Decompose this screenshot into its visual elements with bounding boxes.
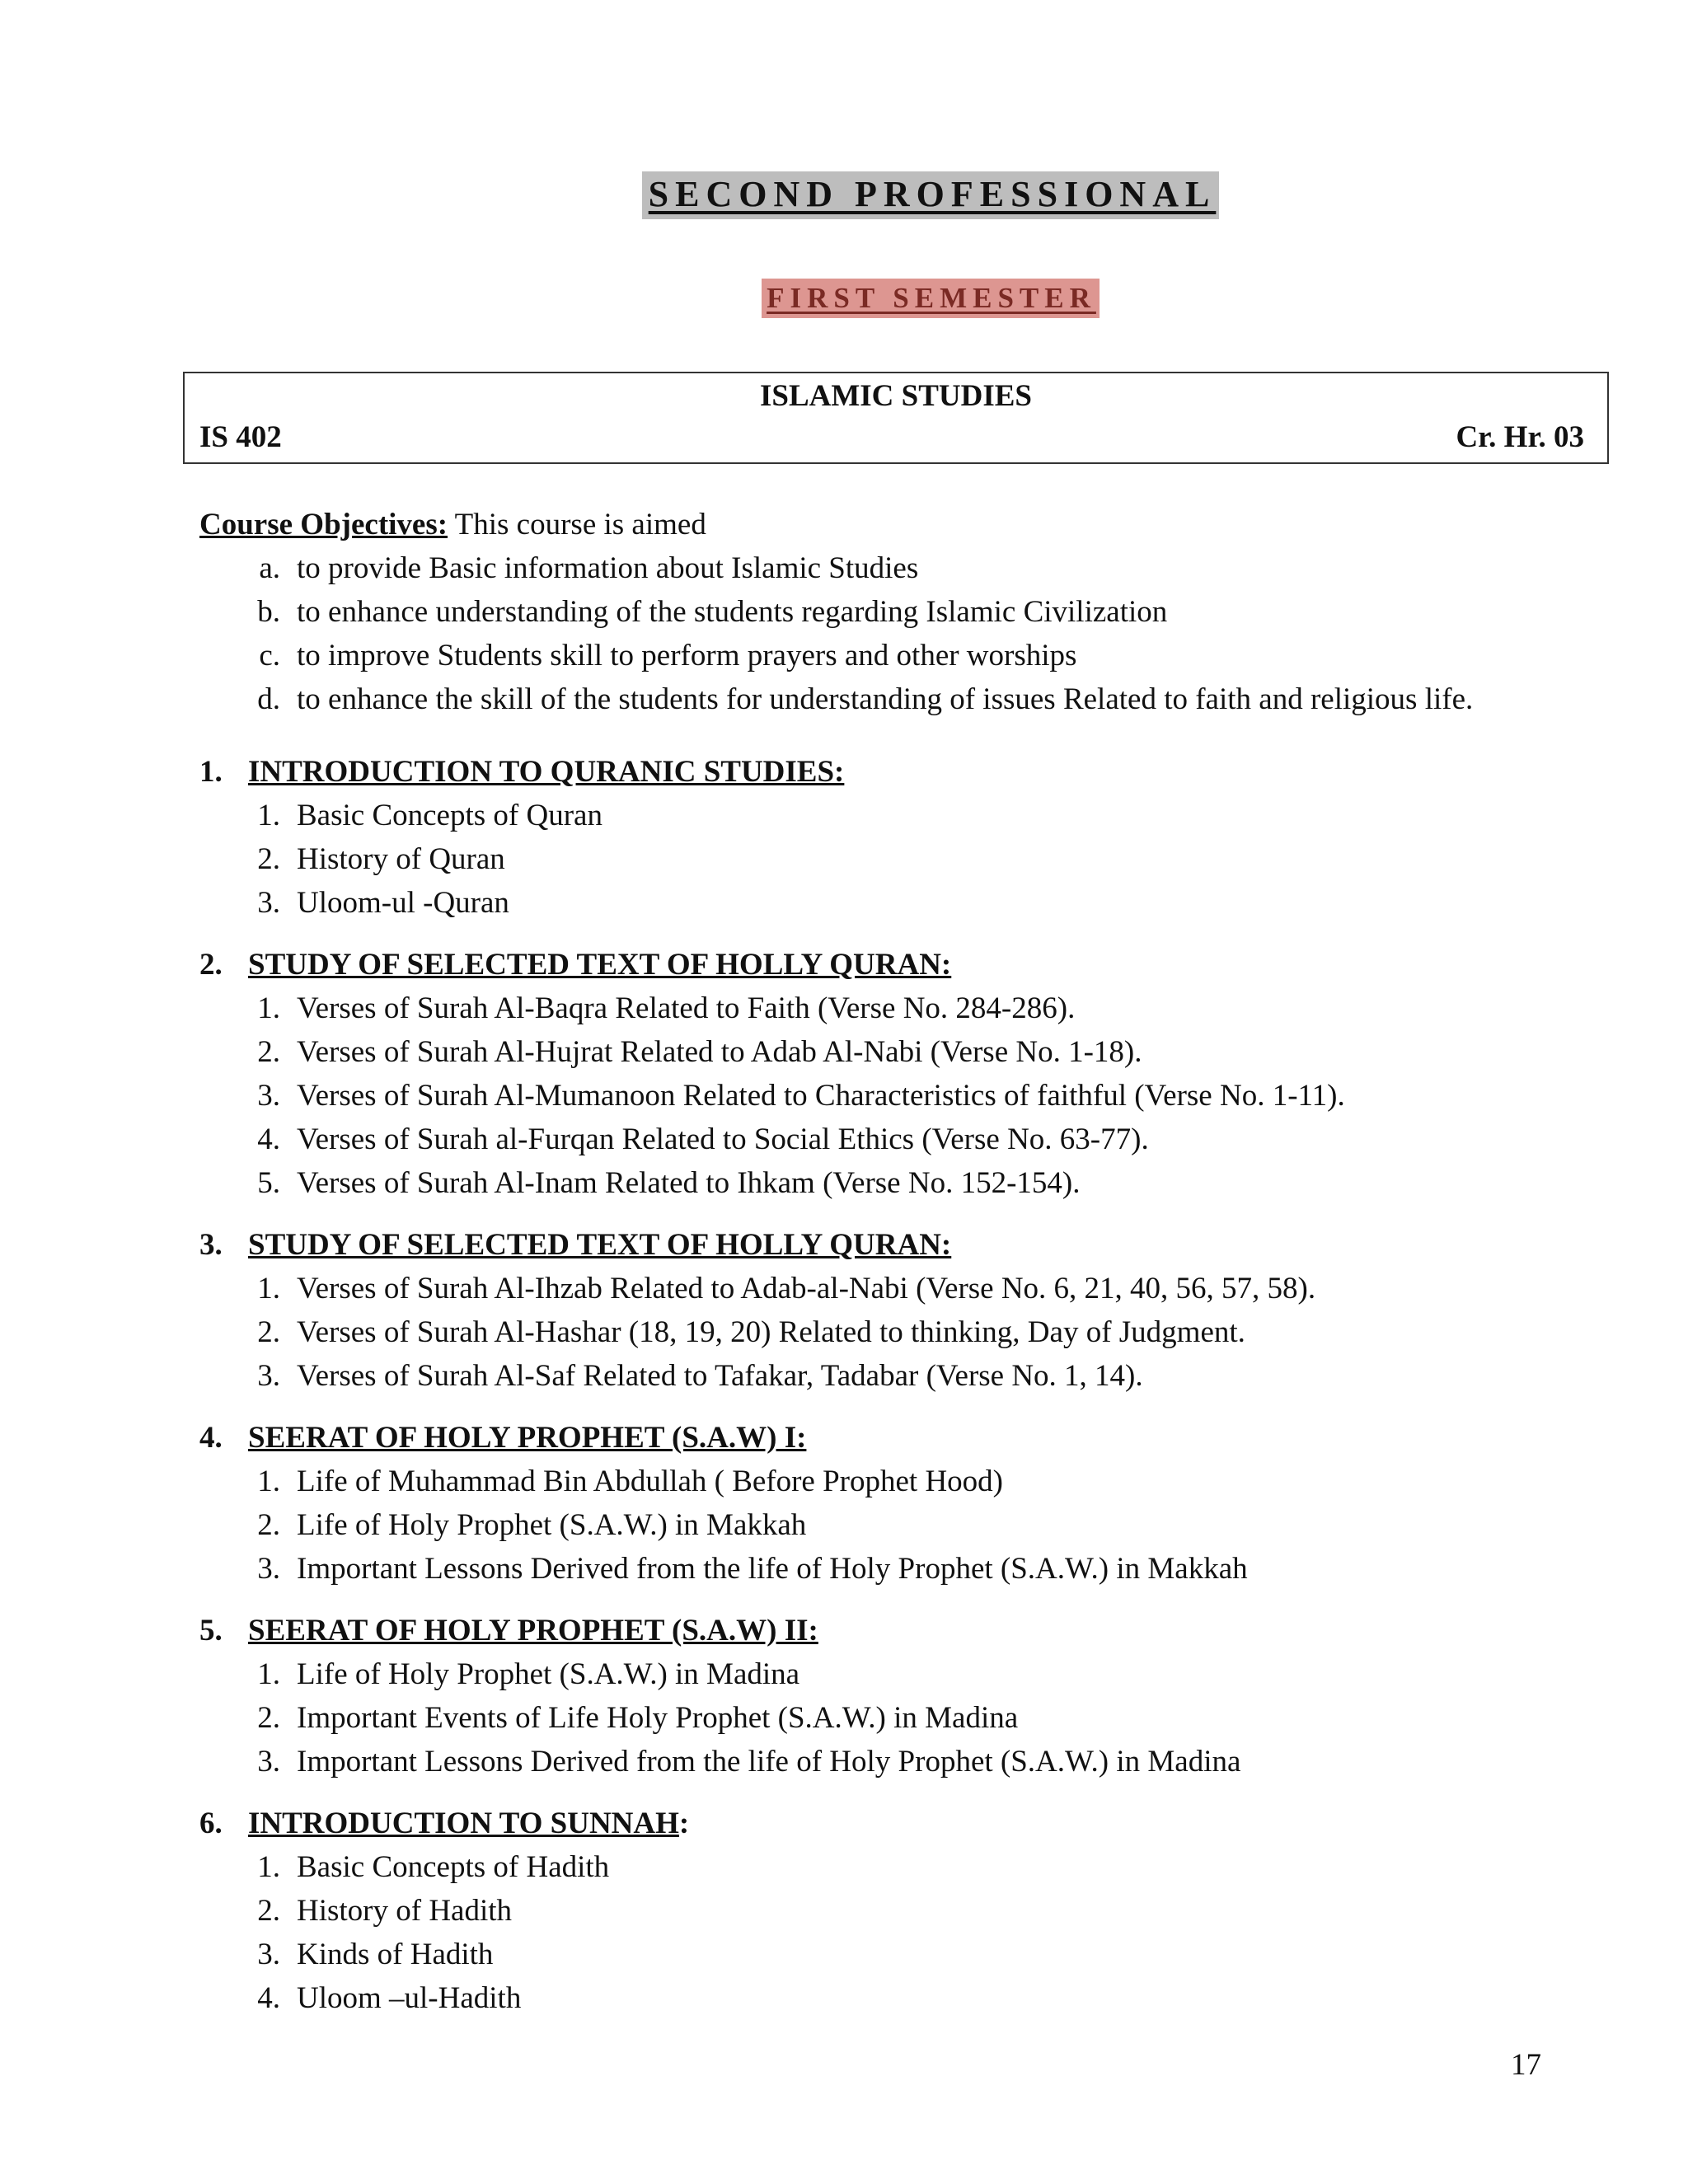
objective-item-text: to enhance understanding of the students regarding Islamic Civilization bbox=[297, 595, 1168, 629]
course-header-box bbox=[183, 372, 1609, 464]
section-item bbox=[199, 1161, 1345, 1205]
section-item-marker: 4. bbox=[257, 1981, 280, 2015]
section-block bbox=[199, 943, 1345, 1205]
section-item bbox=[199, 1310, 1345, 1354]
document-title: SECOND PROFESSIONAL bbox=[642, 171, 1220, 219]
course-code: IS 402 bbox=[199, 420, 282, 454]
section-item bbox=[199, 987, 1345, 1030]
section-item-text: Life of Holy Prophet (S.A.W.) in Makkah bbox=[297, 1508, 807, 1542]
section-item-marker: 2. bbox=[257, 842, 280, 876]
section-item-marker: 3. bbox=[257, 1552, 280, 1586]
section-item-text: Verses of Surah Al-Baqra Related to Faith (Verse No. 284-286). bbox=[297, 991, 1076, 1025]
section-item-marker: 3. bbox=[257, 1745, 280, 1779]
section-block bbox=[199, 1223, 1345, 1398]
section-title: STUDY OF SELECTED TEXT OF HOLLY QURAN: bbox=[248, 948, 952, 982]
section-item bbox=[199, 1074, 1345, 1118]
section-item-text: Verses of Surah Al-Inam Related to Ihkam (Verse No. 152-154). bbox=[297, 1166, 1081, 1200]
section-item-text: Basic Concepts of Quran bbox=[297, 799, 603, 832]
section-item-text: Important Lessons Derived from the life of Holy Prophet (S.A.W.) in Makkah bbox=[297, 1552, 1248, 1586]
course-credit-hours: Cr. Hr. 03 bbox=[1456, 420, 1584, 454]
section-item-marker: 2. bbox=[257, 1894, 280, 1928]
course-sections bbox=[199, 750, 1345, 2038]
page-number: 17 bbox=[1511, 2048, 1541, 2082]
section-item-marker: 2. bbox=[257, 1315, 280, 1349]
objectives-intro bbox=[199, 503, 1473, 546]
section-item-marker: 1. bbox=[257, 1657, 280, 1691]
section-item bbox=[199, 1933, 1345, 1976]
section-item bbox=[199, 1547, 1345, 1591]
objective-item-marker: c. bbox=[259, 639, 280, 673]
course-name: ISLAMIC STUDIES bbox=[759, 379, 1033, 413]
section-item bbox=[199, 881, 1345, 925]
objective-item bbox=[199, 634, 1473, 677]
section-item-marker: 1. bbox=[257, 991, 280, 1025]
section-item-text: Verses of Surah Al-Hujrat Related to Adab Al-Nabi (Verse No. 1-18). bbox=[297, 1035, 1142, 1069]
title-container bbox=[0, 171, 1688, 219]
section-item-marker: 3. bbox=[257, 1079, 280, 1113]
section-item-marker: 1. bbox=[257, 1465, 280, 1498]
objective-item bbox=[199, 677, 1473, 721]
objectives-list bbox=[199, 546, 1473, 721]
section-item-text: Verses of Surah Al-Hashar (18, 19, 20) Related to thinking, Day of Judgment. bbox=[297, 1315, 1245, 1349]
section-item-marker: 1. bbox=[257, 799, 280, 832]
section-number: 2. bbox=[199, 948, 223, 982]
section-block bbox=[199, 1609, 1345, 1783]
section-number: 5. bbox=[199, 1614, 223, 1647]
section-item bbox=[199, 1976, 1345, 2020]
section-title: INTRODUCTION TO SUNNAH bbox=[248, 1807, 679, 1840]
section-number: 4. bbox=[199, 1421, 223, 1455]
objective-item-text: to enhance the skill of the students for understanding of issues Related to faith and religious life. bbox=[297, 682, 1474, 716]
section-item-text: Important Events of Life Holy Prophet (S.A.W.) in Madina bbox=[297, 1701, 1019, 1735]
section-item-text: Verses of Surah Al-Mumanoon Related to Characteristics of faithful (Verse No. 1-11). bbox=[297, 1079, 1345, 1113]
section-item-text: Verses of Surah Al-Ihzab Related to Adab-al-Nabi (Verse No. 6, 21, 40, 56, 57, 58). bbox=[297, 1272, 1316, 1305]
section-item-text: Kinds of Hadith bbox=[297, 1938, 494, 1971]
section-item-text: Uloom –ul-Hadith bbox=[297, 1981, 522, 2015]
section-item-marker: 3. bbox=[257, 1938, 280, 1971]
section-heading bbox=[199, 943, 1345, 987]
section-number: 3. bbox=[199, 1228, 223, 1262]
section-number: 1. bbox=[199, 755, 223, 789]
section-block bbox=[199, 1416, 1345, 1591]
section-item-marker: 2. bbox=[257, 1508, 280, 1542]
section-heading bbox=[199, 1609, 1345, 1652]
section-heading bbox=[199, 1802, 1345, 1845]
objective-item-text: to improve Students skill to perform prayers and other worships bbox=[297, 639, 1077, 673]
section-item-text: Important Lessons Derived from the life of Holy Prophet (S.A.W.) in Madina bbox=[297, 1745, 1241, 1779]
section-item bbox=[199, 1696, 1345, 1740]
objective-item-marker: b. bbox=[257, 595, 280, 629]
section-item-text: History of Hadith bbox=[297, 1894, 513, 1928]
objective-item bbox=[199, 590, 1473, 634]
section-heading bbox=[199, 750, 1345, 794]
section-item-marker: 1. bbox=[257, 1272, 280, 1305]
section-item-text: Verses of Surah Al-Saf Related to Tafakar, Tadabar (Verse No. 1, 14). bbox=[297, 1359, 1143, 1393]
section-item bbox=[199, 1845, 1345, 1889]
section-item bbox=[199, 1460, 1345, 1503]
section-item bbox=[199, 1030, 1345, 1074]
objective-item-marker: d. bbox=[257, 682, 280, 716]
section-heading bbox=[199, 1416, 1345, 1460]
section-item-marker: 2. bbox=[257, 1701, 280, 1735]
section-item bbox=[199, 837, 1345, 881]
subtitle-container bbox=[0, 279, 1688, 318]
section-item bbox=[199, 1889, 1345, 1933]
section-item-marker: 4. bbox=[257, 1122, 280, 1156]
section-item bbox=[199, 1652, 1345, 1696]
section-title-suffix: : bbox=[678, 1807, 690, 1840]
section-item bbox=[199, 1267, 1345, 1310]
section-item-marker: 3. bbox=[257, 886, 280, 920]
section-item bbox=[199, 1118, 1345, 1161]
section-item-text: History of Quran bbox=[297, 842, 505, 876]
section-number: 6. bbox=[199, 1807, 223, 1840]
section-item-text: Verses of Surah al-Furqan Related to Social Ethics (Verse No. 63-77). bbox=[297, 1122, 1149, 1156]
objective-item bbox=[199, 546, 1473, 590]
objective-item-text: to provide Basic information about Islamic Studies bbox=[297, 551, 919, 585]
objective-item-marker: a. bbox=[259, 551, 280, 585]
section-item-marker: 2. bbox=[257, 1035, 280, 1069]
section-item bbox=[199, 794, 1345, 837]
section-item-marker: 3. bbox=[257, 1359, 280, 1393]
section-item-marker: 1. bbox=[257, 1850, 280, 1884]
section-item-text: Basic Concepts of Hadith bbox=[297, 1850, 610, 1884]
section-item-text: Uloom-ul -Quran bbox=[297, 886, 509, 920]
section-item-text: Life of Muhammad Bin Abdullah ( Before Prophet Hood) bbox=[297, 1465, 1003, 1498]
section-title: SEERAT OF HOLY PROPHET (S.A.W) I: bbox=[248, 1421, 807, 1455]
section-heading bbox=[199, 1223, 1345, 1267]
section-title: INTRODUCTION TO QURANIC STUDIES: bbox=[248, 755, 845, 789]
section-block bbox=[199, 1802, 1345, 2020]
section-block bbox=[199, 750, 1345, 925]
section-item-text: Life of Holy Prophet (S.A.W.) in Madina bbox=[297, 1657, 800, 1691]
objectives-intro-text: This course is aimed bbox=[448, 508, 706, 541]
section-item bbox=[199, 1354, 1345, 1398]
course-objectives bbox=[199, 503, 1473, 721]
section-title: STUDY OF SELECTED TEXT OF HOLLY QURAN: bbox=[248, 1228, 952, 1262]
section-item bbox=[199, 1503, 1345, 1547]
section-item bbox=[199, 1740, 1345, 1783]
objectives-label: Course Objectives: bbox=[199, 508, 448, 541]
section-title: SEERAT OF HOLY PROPHET (S.A.W) II: bbox=[248, 1614, 818, 1647]
semester-heading: FIRST SEMESTER bbox=[762, 279, 1100, 318]
section-item-marker: 5. bbox=[257, 1166, 280, 1200]
